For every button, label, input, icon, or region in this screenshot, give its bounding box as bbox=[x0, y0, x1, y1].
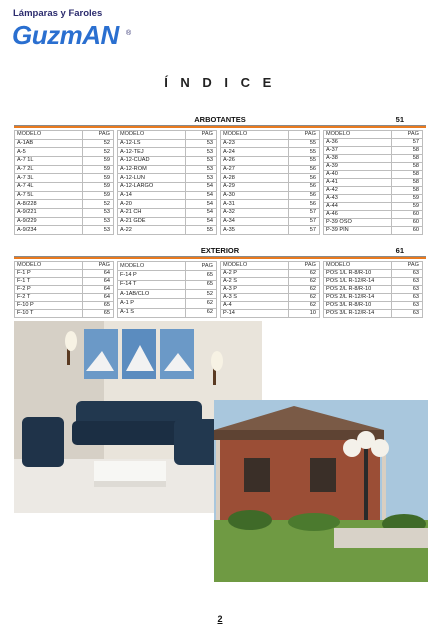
table-row bbox=[221, 310, 320, 318]
page-cell: 63 bbox=[392, 286, 423, 294]
table-header-row bbox=[15, 262, 114, 270]
page-cell: 65 bbox=[186, 271, 217, 280]
page-cell: 62 bbox=[289, 286, 320, 294]
page-cell: 59 bbox=[83, 182, 114, 191]
exterior-index-columns bbox=[14, 261, 426, 318]
model-cell: P-39 OSO bbox=[324, 219, 392, 227]
page-cell: 54 bbox=[186, 217, 217, 226]
model-cell: A-7 3L bbox=[15, 174, 83, 183]
table-row bbox=[324, 270, 423, 278]
model-cell: F-1 T bbox=[15, 278, 83, 286]
page-cell: 58 bbox=[392, 147, 423, 155]
model-cell: P-39 PIN bbox=[324, 227, 392, 235]
model-cell: A-2 P bbox=[221, 270, 289, 278]
table-row bbox=[324, 155, 423, 163]
table-row bbox=[118, 208, 217, 217]
model-cell: A-3 P bbox=[221, 286, 289, 294]
table-row bbox=[324, 163, 423, 171]
table-header-row bbox=[118, 262, 217, 271]
house-exterior-photo bbox=[214, 400, 428, 582]
page-cell: 63 bbox=[392, 270, 423, 278]
page-cell: 62 bbox=[289, 294, 320, 302]
model-cell: F-1 P bbox=[15, 270, 83, 278]
model-cell: F-2 P bbox=[15, 286, 83, 294]
table-row bbox=[15, 208, 114, 217]
table-row bbox=[221, 302, 320, 310]
section-divider bbox=[14, 125, 426, 128]
column-header-page: PAG bbox=[186, 131, 217, 140]
table-row bbox=[118, 165, 217, 174]
model-cell: F-10 P bbox=[15, 302, 83, 310]
page-cell: 59 bbox=[83, 165, 114, 174]
table-row bbox=[221, 208, 320, 217]
model-cell: A-7 4L bbox=[15, 182, 83, 191]
page-cell: 53 bbox=[186, 156, 217, 165]
table-row bbox=[221, 182, 320, 191]
page-cell: 53 bbox=[186, 148, 217, 157]
table-row bbox=[324, 211, 423, 219]
table-row bbox=[118, 191, 217, 200]
table-row bbox=[221, 278, 320, 286]
index-table bbox=[14, 130, 114, 235]
table-row bbox=[15, 139, 114, 148]
section-page: 51 bbox=[395, 115, 404, 124]
table-row bbox=[15, 174, 114, 183]
table-row bbox=[324, 179, 423, 187]
table-row bbox=[15, 286, 114, 294]
table-row bbox=[324, 139, 423, 147]
page-cell: 52 bbox=[83, 148, 114, 157]
page-cell: 10 bbox=[289, 310, 320, 318]
table-row bbox=[324, 227, 423, 235]
table-row bbox=[118, 217, 217, 226]
page-cell: 59 bbox=[392, 203, 423, 211]
page-cell: 64 bbox=[83, 286, 114, 294]
table-row bbox=[118, 200, 217, 209]
model-cell: A-22 bbox=[118, 226, 186, 235]
model-cell: A-29 bbox=[221, 182, 289, 191]
model-cell: A-12-LS bbox=[118, 139, 186, 148]
table-row bbox=[324, 171, 423, 179]
table-row bbox=[221, 294, 320, 302]
model-cell: A-35 bbox=[221, 226, 289, 235]
model-cell: P-14 bbox=[221, 310, 289, 318]
table-row bbox=[15, 200, 114, 209]
model-cell: A-12-TEJ bbox=[118, 148, 186, 157]
model-cell: F-2 T bbox=[15, 294, 83, 302]
table-row bbox=[15, 165, 114, 174]
model-cell: A-7 1L bbox=[15, 156, 83, 165]
model-cell: A-21 CH bbox=[118, 208, 186, 217]
arbotantes-index-columns bbox=[14, 130, 426, 235]
table-row bbox=[324, 219, 423, 227]
table-row bbox=[15, 270, 114, 278]
model-cell: A-37 bbox=[324, 147, 392, 155]
table-row bbox=[221, 200, 320, 209]
table-header-row bbox=[324, 131, 423, 139]
model-cell: A-2 S bbox=[221, 278, 289, 286]
section-title: EXTERIOR bbox=[200, 246, 240, 255]
index-table bbox=[323, 130, 423, 235]
page-cell: 62 bbox=[289, 270, 320, 278]
model-cell: A-12-LUN bbox=[118, 174, 186, 183]
model-cell: POS 3/L R-8/R-10 bbox=[324, 302, 392, 310]
table-row bbox=[221, 217, 320, 226]
table-header-row bbox=[221, 131, 320, 140]
model-cell: A-14 bbox=[118, 191, 186, 200]
column-header-page: PAG bbox=[392, 262, 423, 270]
model-cell: A-39 bbox=[324, 163, 392, 171]
table-row bbox=[118, 308, 217, 317]
table-row bbox=[118, 226, 217, 235]
table-row bbox=[15, 191, 114, 200]
logo-tagline: Lámparas y Faroles bbox=[13, 8, 103, 19]
table-row bbox=[118, 156, 217, 165]
page-cell: 54 bbox=[186, 208, 217, 217]
column-header-model: MODELO bbox=[324, 131, 392, 139]
table-header-row bbox=[15, 131, 114, 140]
page-cell: 55 bbox=[289, 148, 320, 157]
model-cell: A-24 bbox=[221, 148, 289, 157]
table-row bbox=[118, 280, 217, 289]
index-table bbox=[117, 261, 217, 318]
table-header-row bbox=[118, 131, 217, 140]
page-cell: 59 bbox=[83, 174, 114, 183]
page-cell: 59 bbox=[83, 156, 114, 165]
table-row bbox=[221, 191, 320, 200]
table-row bbox=[221, 226, 320, 235]
model-cell: A-1 S bbox=[118, 308, 186, 317]
page-cell: 64 bbox=[83, 270, 114, 278]
page-cell: 53 bbox=[83, 217, 114, 226]
table-row bbox=[221, 156, 320, 165]
table-row bbox=[118, 271, 217, 280]
model-cell: F-14 T bbox=[118, 280, 186, 289]
model-cell: A-9/221 bbox=[15, 208, 83, 217]
table-row bbox=[15, 217, 114, 226]
model-cell: A-40 bbox=[324, 171, 392, 179]
model-cell: POS 1/L R-8/R-10 bbox=[324, 270, 392, 278]
column-header-page: PAG bbox=[289, 131, 320, 140]
model-cell: A-12-CUAD bbox=[118, 156, 186, 165]
page-cell: 57 bbox=[289, 208, 320, 217]
page-cell: 53 bbox=[186, 174, 217, 183]
page-cell: 58 bbox=[392, 187, 423, 195]
brand-logo bbox=[10, 8, 130, 52]
model-cell: A-46 bbox=[324, 211, 392, 219]
page-cell: 59 bbox=[392, 195, 423, 203]
index-table bbox=[323, 261, 423, 318]
model-cell: A-41 bbox=[324, 179, 392, 187]
column-header-page: PAG bbox=[392, 131, 423, 139]
page-cell: 56 bbox=[289, 165, 320, 174]
column-header-model: MODELO bbox=[15, 131, 83, 140]
section-title: ARBOTANTES bbox=[194, 115, 246, 124]
model-cell: A-9/229 bbox=[15, 217, 83, 226]
model-cell: A-1AB/CLO bbox=[118, 289, 186, 298]
section-page: 61 bbox=[395, 246, 404, 255]
index-table bbox=[117, 130, 217, 235]
page-cell: 63 bbox=[392, 294, 423, 302]
table-row bbox=[15, 294, 114, 302]
table-header-row bbox=[324, 262, 423, 270]
table-row bbox=[324, 187, 423, 195]
table-row bbox=[15, 182, 114, 191]
table-row bbox=[118, 299, 217, 308]
page-cell: 62 bbox=[289, 302, 320, 310]
page-cell: 59 bbox=[83, 191, 114, 200]
table-row bbox=[118, 182, 217, 191]
model-cell: A-3 S bbox=[221, 294, 289, 302]
model-cell: A-21 GDE bbox=[118, 217, 186, 226]
column-header-model: MODELO bbox=[221, 262, 289, 270]
page-cell: 58 bbox=[392, 179, 423, 187]
table-row bbox=[324, 286, 423, 294]
page-cell: 57 bbox=[289, 217, 320, 226]
page-cell: 60 bbox=[392, 227, 423, 235]
page-cell: 65 bbox=[83, 302, 114, 310]
model-cell: A-44 bbox=[324, 203, 392, 211]
model-cell: A-27 bbox=[221, 165, 289, 174]
model-cell: A-34 bbox=[221, 217, 289, 226]
model-cell: A-31 bbox=[221, 200, 289, 209]
page-cell: 56 bbox=[289, 182, 320, 191]
index-table bbox=[220, 130, 320, 235]
table-row bbox=[324, 147, 423, 155]
table-row bbox=[221, 148, 320, 157]
page-cell: 53 bbox=[186, 165, 217, 174]
page-cell: 53 bbox=[186, 139, 217, 148]
model-cell: A-1AB bbox=[15, 139, 83, 148]
page-cell: 56 bbox=[289, 200, 320, 209]
page-cell: 55 bbox=[289, 156, 320, 165]
model-cell: A-26 bbox=[221, 156, 289, 165]
model-cell: A-5 bbox=[15, 148, 83, 157]
page-cell: 55 bbox=[289, 139, 320, 148]
page-cell: 56 bbox=[289, 174, 320, 183]
page-cell: 52 bbox=[186, 289, 217, 298]
page-cell: 56 bbox=[289, 191, 320, 200]
page-cell: 54 bbox=[186, 182, 217, 191]
table-row bbox=[15, 278, 114, 286]
model-cell: F-14 P bbox=[118, 271, 186, 280]
table-row bbox=[118, 148, 217, 157]
page-cell: 53 bbox=[83, 226, 114, 235]
table-row bbox=[324, 302, 423, 310]
model-cell: A-20 bbox=[118, 200, 186, 209]
index-table bbox=[220, 261, 320, 318]
model-cell: A-42 bbox=[324, 187, 392, 195]
page-cell: 63 bbox=[392, 310, 423, 318]
model-cell: A-7 2L bbox=[15, 165, 83, 174]
column-header-model: MODELO bbox=[15, 262, 83, 270]
model-cell: A-1 P bbox=[118, 299, 186, 308]
table-row bbox=[221, 270, 320, 278]
page-cell: 54 bbox=[186, 200, 217, 209]
model-cell: A-32 bbox=[221, 208, 289, 217]
page-cell: 58 bbox=[392, 171, 423, 179]
table-row bbox=[15, 302, 114, 310]
table-row bbox=[221, 139, 320, 148]
page-cell: 65 bbox=[186, 280, 217, 289]
page-cell: 52 bbox=[83, 200, 114, 209]
page-cell: 63 bbox=[392, 302, 423, 310]
page-cell: 65 bbox=[83, 310, 114, 318]
table-row bbox=[15, 156, 114, 165]
model-cell: A-9/234 bbox=[15, 226, 83, 235]
logo-wordmark: GuzmAN bbox=[12, 20, 119, 50]
page-cell: 53 bbox=[83, 208, 114, 217]
model-cell: A-23 bbox=[221, 139, 289, 148]
page-cell: 57 bbox=[392, 139, 423, 147]
page-cell: 64 bbox=[83, 278, 114, 286]
page-cell: 64 bbox=[83, 294, 114, 302]
table-row bbox=[221, 286, 320, 294]
model-cell: A-7 5L bbox=[15, 191, 83, 200]
page-title: Í N D I C E bbox=[164, 75, 276, 90]
logo-registered-mark: ® bbox=[126, 30, 132, 37]
model-cell: POS 2/L R-12/R-14 bbox=[324, 294, 392, 302]
table-row bbox=[15, 148, 114, 157]
page-cell: 62 bbox=[186, 299, 217, 308]
page-cell: 60 bbox=[392, 219, 423, 227]
table-row bbox=[118, 139, 217, 148]
column-header-page: PAG bbox=[289, 262, 320, 270]
model-cell: A-38 bbox=[324, 155, 392, 163]
table-row bbox=[118, 174, 217, 183]
page-cell: 52 bbox=[83, 139, 114, 148]
section-divider bbox=[14, 256, 426, 259]
model-cell: F-10 T bbox=[15, 310, 83, 318]
table-header-row bbox=[221, 262, 320, 270]
model-cell: A-28 bbox=[221, 174, 289, 183]
page-cell: 62 bbox=[289, 278, 320, 286]
column-header-model: MODELO bbox=[118, 262, 186, 271]
column-header-page: PAG bbox=[186, 262, 217, 271]
page-number: 2 bbox=[217, 614, 223, 624]
column-header-model: MODELO bbox=[324, 262, 392, 270]
model-cell: POS 3/L R-12/R-14 bbox=[324, 310, 392, 318]
table-row bbox=[118, 289, 217, 298]
table-row bbox=[15, 310, 114, 318]
model-cell: POS 2/L R-8/R-10 bbox=[324, 286, 392, 294]
model-cell: A-4 bbox=[221, 302, 289, 310]
table-row bbox=[324, 278, 423, 286]
page-cell: 62 bbox=[186, 308, 217, 317]
table-row bbox=[324, 310, 423, 318]
column-header-model: MODELO bbox=[118, 131, 186, 140]
column-header-model: MODELO bbox=[221, 131, 289, 140]
column-header-page: PAG bbox=[83, 262, 114, 270]
table-row bbox=[324, 203, 423, 211]
page-cell: 57 bbox=[289, 226, 320, 235]
table-row bbox=[324, 294, 423, 302]
model-cell: A-12-ROM bbox=[118, 165, 186, 174]
table-row bbox=[324, 195, 423, 203]
model-cell: A-12-LARGO bbox=[118, 182, 186, 191]
page-cell: 60 bbox=[392, 211, 423, 219]
page-cell: 55 bbox=[186, 226, 217, 235]
model-cell: A-36 bbox=[324, 139, 392, 147]
page-cell: 58 bbox=[392, 155, 423, 163]
page-cell: 58 bbox=[392, 163, 423, 171]
model-cell: A-30 bbox=[221, 191, 289, 200]
model-cell: A-8/228 bbox=[15, 200, 83, 209]
table-row bbox=[221, 165, 320, 174]
page-cell: 54 bbox=[186, 191, 217, 200]
column-header-page: PAG bbox=[83, 131, 114, 140]
table-row bbox=[221, 174, 320, 183]
index-table bbox=[14, 261, 114, 318]
model-cell: POS 1/L R-12/R-14 bbox=[324, 278, 392, 286]
table-row bbox=[15, 226, 114, 235]
page-cell: 63 bbox=[392, 278, 423, 286]
model-cell: A-43 bbox=[324, 195, 392, 203]
